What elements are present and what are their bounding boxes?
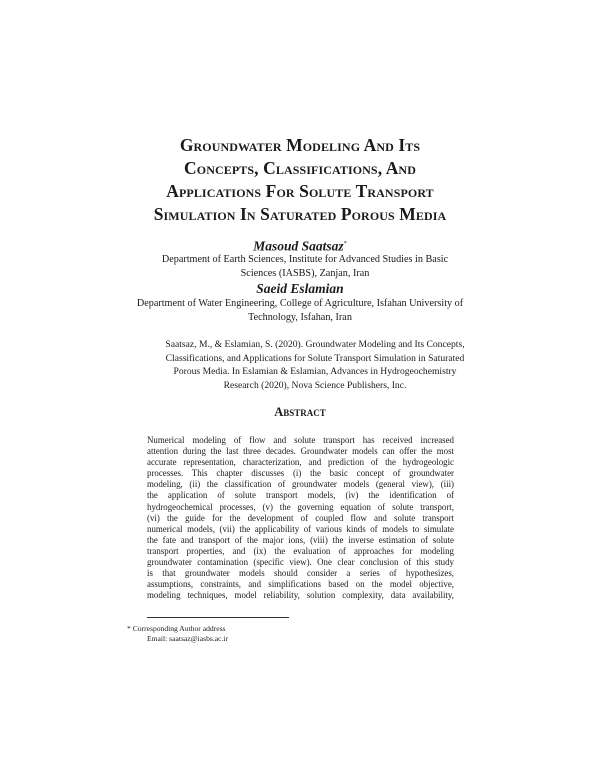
citation-line: Saatsaz, M., & Eslamian, S. (2020). Groundwater Modeling and Its Concepts, xyxy=(165,339,465,350)
abstract-line: groundwater contamination (specific view). One clear conclusion of this study xyxy=(147,557,454,568)
author-2 xyxy=(0,281,600,297)
title-line: Simulation In Saturated Porous Media xyxy=(153,204,447,224)
abstract-line: processes. This chapter discusses (i) the basic concept of groundwater xyxy=(147,468,454,479)
abstract-line: modeling techniques, model reliability, solution complexity, data availability, xyxy=(147,590,454,601)
citation-line: Porous Media. In Eslamian & Eslamian, Advances in Hydrogeochemistry xyxy=(173,366,457,377)
affiliation-line: Department of Water Engineering, College of Agriculture, Isfahan University of xyxy=(136,298,464,309)
abstract-line: modeling, (ii) the classification of groundwater models (general view), (iii) xyxy=(147,479,454,490)
abstract-line: Numerical modeling of flow and solute transport has received increased xyxy=(147,435,454,445)
title-line: Applications For Solute Transport xyxy=(166,181,434,201)
citation-line: Classifications, and Applications for Solute Transport Simulation in Saturated xyxy=(165,352,465,364)
citation-line: Research (2020), Nova Science Publishers, Inc. xyxy=(223,379,407,391)
abstract-line: assumptions, constraints, and simplifications based on the model objective, xyxy=(147,579,454,590)
author-name: Masoud Saatsaz xyxy=(253,238,344,254)
abstract-line: transport properties, and (ix) the evaluation of approaches for modeling xyxy=(147,545,454,556)
footnote-corresponding-author: * Corresponding Author address xyxy=(127,624,226,633)
author-2-affiliation xyxy=(100,297,500,324)
affiliation-line: Department of Earth Sciences, Institute for Advanced Studies in Basic xyxy=(161,254,449,265)
abstract-line: the application of solute transport models, (iv) the identification of xyxy=(147,490,454,501)
footnote-email: Email: saatsaz@iasbs.ac.ir xyxy=(147,634,229,643)
author-1 xyxy=(0,236,600,255)
title-line: Concepts, Classifications, And xyxy=(184,158,416,178)
author-1-affiliation xyxy=(140,253,470,280)
abstract-line: numerical models, (vii) the applicability of various kinds of models to simulate xyxy=(147,523,454,534)
abstract-body xyxy=(147,435,454,601)
abstract-line: is that groundwater models should consider a series of hypothesizes, xyxy=(147,568,454,579)
title-line: Groundwater Modeling And Its xyxy=(179,135,421,155)
paper-title xyxy=(90,134,510,226)
abstract-heading: Abstract xyxy=(274,405,326,419)
footnote xyxy=(127,624,228,644)
affiliation-line: Sciences (IASBS), Zanjan, Iran xyxy=(240,267,370,279)
affiliation-line: Technology, Isfahan, Iran xyxy=(248,311,352,323)
abstract-line: (vi) the guide for the development of coupled flow and solute transport xyxy=(147,512,454,523)
abstract-line: accurate representation, characterization, and prediction of the hydrogeologic xyxy=(147,457,454,468)
abstract-line: attention during the last three decades. Groundwater models can offer the most xyxy=(147,446,454,457)
author-name: Saeid Eslamian xyxy=(256,281,344,296)
abstract-line: the fate and transport of the major ions, (viii) the inverse estimation of solute xyxy=(147,534,454,545)
citation-block xyxy=(150,338,480,392)
footnote-divider xyxy=(147,617,289,618)
abstract-line: hydrogeochemical processes, (v) the governing equation of solute transport, xyxy=(147,501,454,512)
corresponding-author-marker: * xyxy=(343,241,347,247)
